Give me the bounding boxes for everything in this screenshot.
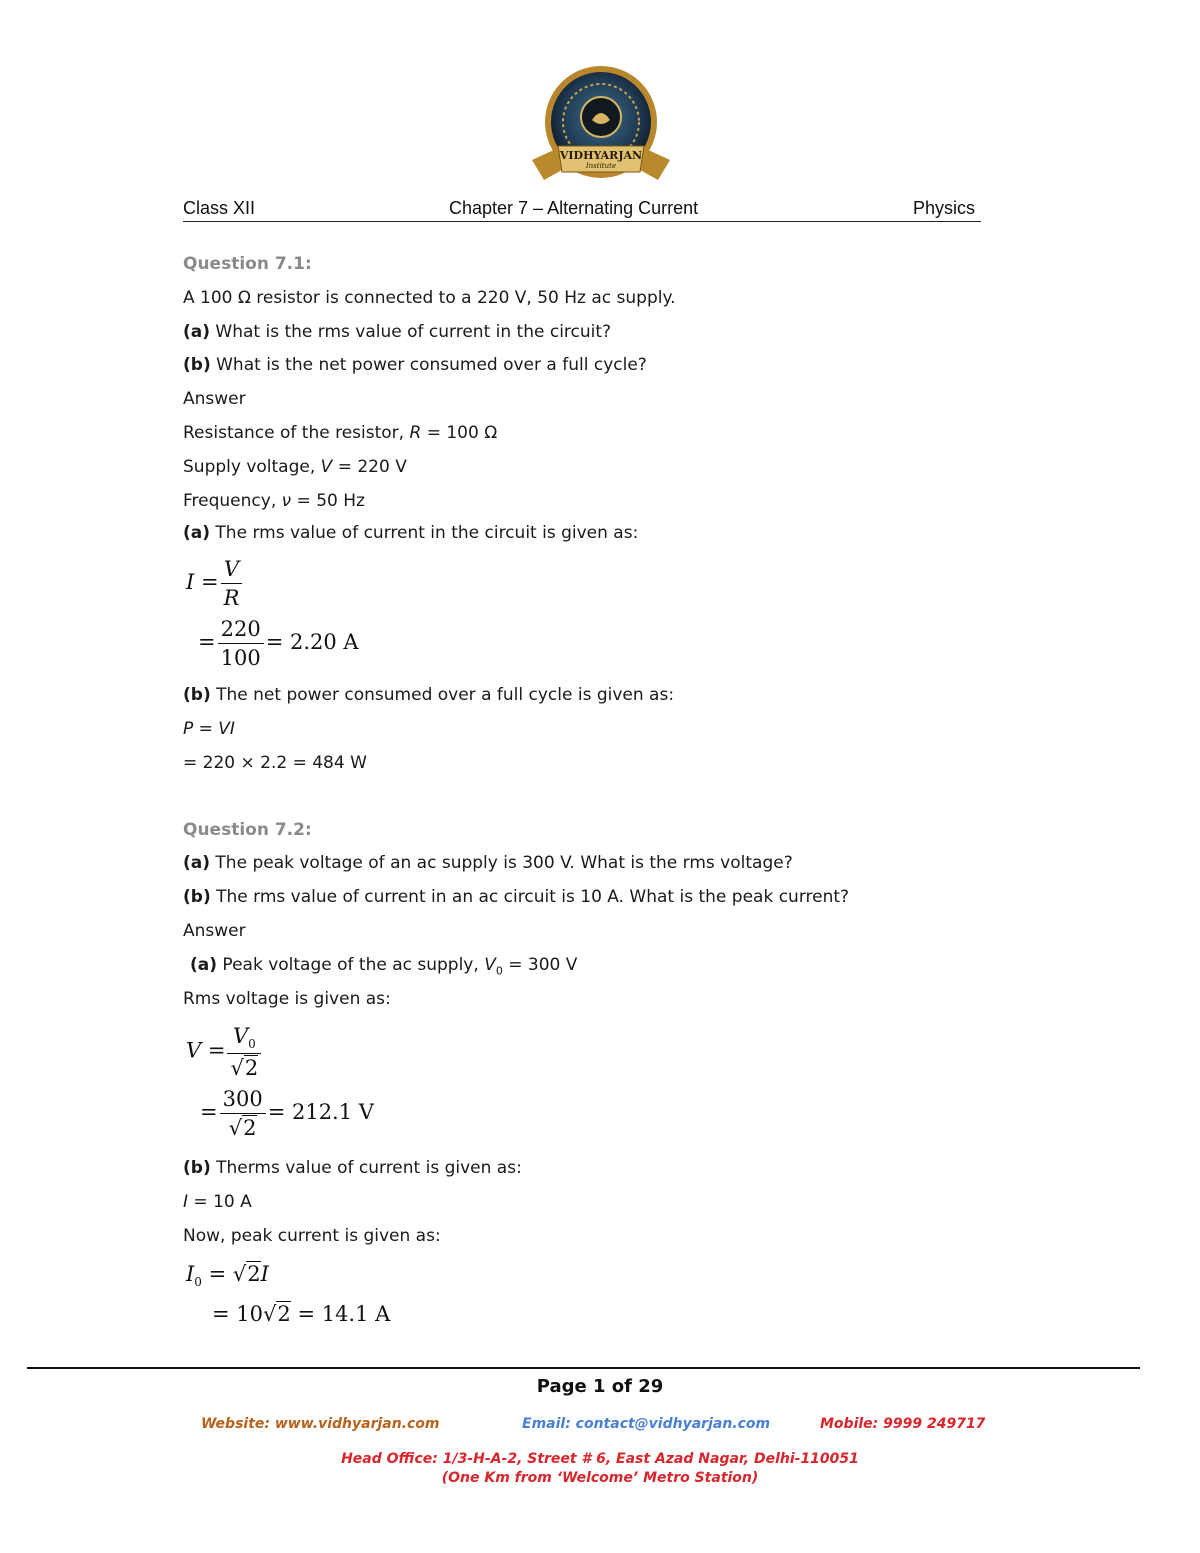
q1-resistance: Resistance of the resistor, R = 100 Ω — [183, 423, 498, 443]
logo-subtext: Institute — [585, 162, 617, 170]
equation-rms-voltage: V = $\frac{V_0}{√2}$ — [186, 1024, 263, 1080]
q2-solution-b: (b) Therms value of current is given as: — [183, 1158, 522, 1178]
q1-part-a: (a) What is the rms value of current in the circuit? — [183, 322, 612, 342]
equation-current-value: = $\frac{220}{100}$ = 2.20 A — [198, 617, 359, 670]
equation-peak-current-value: = 10√2 = 14.1 A — [212, 1302, 391, 1326]
equation-rms-voltage-value: = $\frac{300}{√2}$ = 212.1 V — [200, 1087, 374, 1140]
class-label: Class XII — [183, 198, 256, 218]
q1-answer-label: Answer — [183, 389, 246, 409]
footer-website[interactable]: Website: www.vidhyarjan.com — [201, 1416, 440, 1432]
q1-frequency: Frequency, ν = 50 Hz — [183, 491, 365, 511]
equation-current: I = $\frac{V}{R}$ — [186, 557, 244, 610]
q2-solution-a: (a) Peak voltage of the ac supply, $V_0 = 300$ V — [190, 955, 578, 978]
question-7-2-title: Question 7.2: — [183, 820, 312, 840]
vidhyarjan-logo — [528, 62, 674, 194]
q1-voltage: Supply voltage, V = 220 V — [183, 457, 407, 477]
q2-current: I = 10 A — [183, 1192, 252, 1212]
q2-part-b: (b) The rms value of current in an ac circuit is 10 A. What is the peak current? — [183, 887, 850, 907]
q2-rms-text: Rms voltage is given as: — [183, 989, 391, 1009]
chapter-label: Chapter 7 – Alternating Current — [449, 198, 699, 218]
q1-solution-a: (a) The rms value of current in the circuit is given as: — [183, 523, 639, 543]
logo-text: VIDHYARJAN — [559, 149, 643, 162]
equation-peak-current: $I_0 = √2I$ — [186, 1262, 269, 1290]
q2-peak-text: Now, peak current is given as: — [183, 1226, 441, 1246]
footer-office-address: Head Office: 1/3-H-A-2, Street # 6, East Azad Nagar, Delhi-110051 — [341, 1451, 859, 1467]
subject-label: Physics — [913, 198, 976, 218]
footer-email[interactable]: Email: contact@vidhyarjan.com — [522, 1416, 771, 1432]
q2-part-a: (a) The peak voltage of an ac supply is 300 V. What is the rms voltage? — [183, 853, 793, 873]
q2-answer-label: Answer — [183, 921, 246, 941]
power-equation: P = VI — [183, 719, 235, 739]
q1-statement: A 100 Ω resistor is connected to a 220 V, 50 Hz ac supply. — [183, 288, 676, 308]
footer-mobile: Mobile: 9999 249717 — [820, 1416, 986, 1432]
page-number: Page 1 of 29 — [536, 1376, 664, 1397]
footer-landmark: (One Km from ‘Welcome’ Metro Station) — [441, 1470, 759, 1486]
q1-solution-b: (b) The net power consumed over a full cycle is given as: — [183, 685, 675, 705]
footer-divider — [27, 1367, 1140, 1369]
header-divider — [183, 221, 981, 222]
question-7-1-title: Question 7.1: — [183, 254, 312, 274]
power-calculation: = 220 × 2.2 = 484 W — [183, 753, 367, 773]
q1-part-b: (b) What is the net power consumed over a full cycle? — [183, 355, 647, 375]
